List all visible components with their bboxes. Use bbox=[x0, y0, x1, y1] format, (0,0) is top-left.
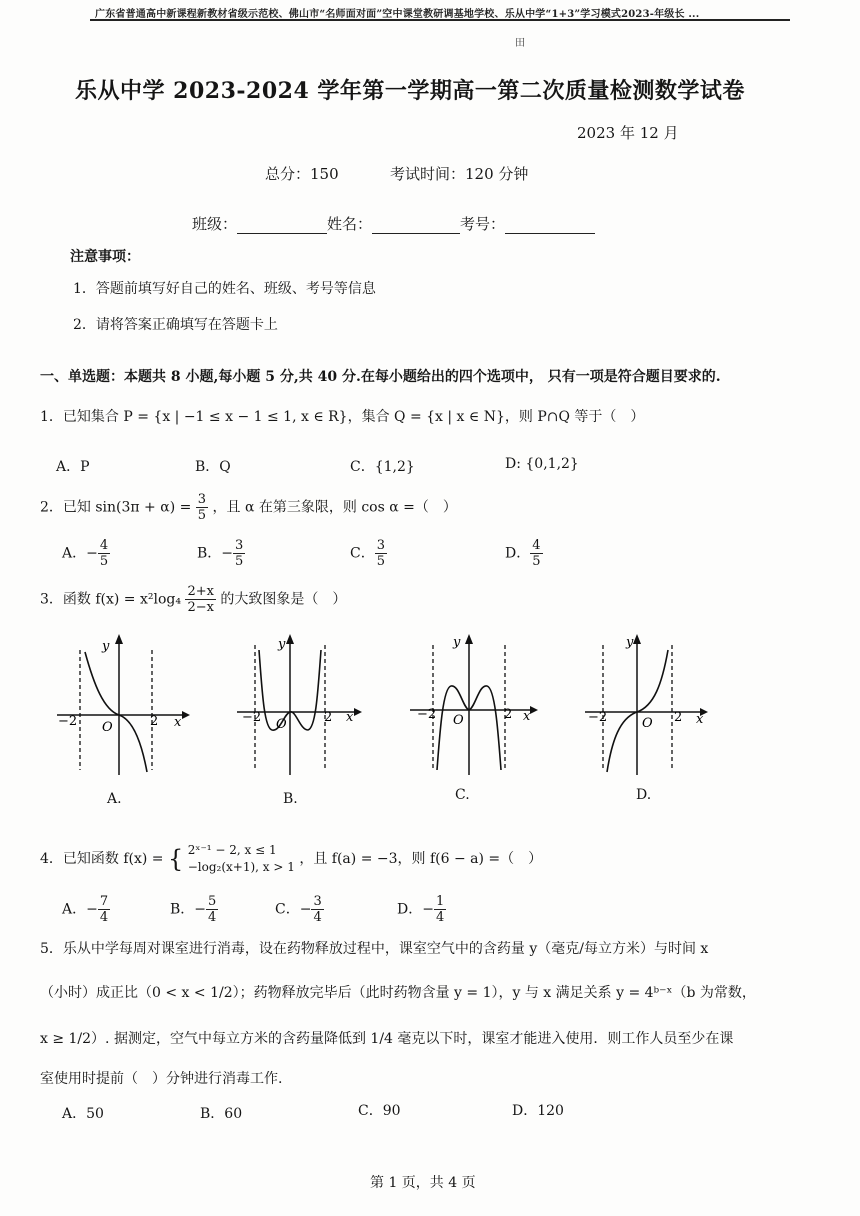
question-1-stem: 1．已知集合 P = {x | −1 ≤ x − 1 ≤ 1, x ∈ R}，集合 Q = {x | x ∈ N}，则 P∩Q 等于（ ） bbox=[40, 409, 645, 425]
svg-text:−2: −2 bbox=[417, 707, 437, 722]
id-label: 考号： bbox=[460, 215, 506, 233]
svg-text:x: x bbox=[696, 712, 704, 727]
q4-option-a[interactable]: A．− $\frac{7}{4}$ bbox=[62, 894, 109, 925]
q2-option-b[interactable]: B．− $\frac{3}{5}$ bbox=[197, 538, 244, 569]
question-5-line-2: （小时）成正比（0 < x < 1/2）；药物释放完毕后（此时药物含量 y = 1），y 与 x 满足关系 y = 4ᵇ⁻ˣ（b 为常数， bbox=[40, 985, 756, 1001]
page-footer: 第 1 页，共 4 页 bbox=[370, 1175, 476, 1191]
notice-item: 1．答题前填写好自己的姓名、班级、考号等信息 bbox=[73, 281, 376, 297]
q3-option-c-label: C. bbox=[455, 787, 470, 803]
svg-text:x: x bbox=[346, 710, 354, 725]
q2-stem-part: ，且 α 在第三象限，则 cos α =（ ） bbox=[212, 499, 457, 516]
total-score: 总分：150 bbox=[265, 165, 339, 183]
q3-graph-d[interactable] bbox=[580, 630, 730, 780]
svg-text:O: O bbox=[102, 720, 113, 735]
q1-option-b[interactable]: B．Q bbox=[195, 459, 231, 475]
svg-text:y: y bbox=[626, 635, 634, 650]
svg-text:−2: −2 bbox=[242, 710, 262, 725]
question-5-line-3: x ≥ 1/2）. 据测定，空气中每立方米的含药量降低到 1/4 毫克以下时，课室才能进入使用．则工作人员至少在课 bbox=[40, 1031, 734, 1047]
q5-option-d[interactable]: D．120 bbox=[512, 1103, 564, 1119]
svg-text:2: 2 bbox=[674, 710, 683, 725]
svg-text:x: x bbox=[523, 709, 531, 724]
svg-text:O: O bbox=[276, 717, 287, 732]
svg-text:O: O bbox=[642, 716, 653, 731]
brace-icon: { bbox=[168, 845, 184, 873]
question-3-stem bbox=[40, 584, 346, 615]
q4-option-d[interactable]: D．− $\frac{1}{4}$ bbox=[397, 894, 445, 925]
name-label: 姓名： bbox=[327, 215, 373, 233]
class-label: 班级： bbox=[192, 215, 238, 233]
notice-title: 注意事项： bbox=[70, 249, 140, 265]
question-2-stem bbox=[40, 492, 457, 523]
q5-option-c[interactable]: C．90 bbox=[358, 1103, 401, 1119]
svg-text:y: y bbox=[102, 639, 110, 654]
q2-den: 5 bbox=[197, 508, 207, 523]
exam-time: 考试时间：120 分钟 bbox=[390, 165, 529, 183]
class-field[interactable] bbox=[237, 218, 327, 234]
student-info bbox=[192, 213, 595, 234]
q3-option-d-label: D. bbox=[636, 787, 652, 803]
q4-stem-part: 4．已知函数 f(x) = bbox=[40, 851, 164, 867]
q2-fraction bbox=[196, 492, 208, 523]
q1-option-c[interactable]: C．{1,2} bbox=[350, 459, 415, 475]
q2-num: 3 bbox=[197, 492, 207, 507]
svg-text:2: 2 bbox=[324, 710, 333, 725]
q5-option-a[interactable]: A．50 bbox=[62, 1106, 104, 1122]
q3-graph-c[interactable] bbox=[405, 630, 555, 780]
svg-text:−2: −2 bbox=[58, 714, 78, 729]
id-field[interactable] bbox=[505, 218, 595, 234]
q3-graph-b[interactable] bbox=[232, 630, 382, 780]
q2-option-d[interactable]: D． $\frac{4}{5}$ bbox=[505, 538, 541, 569]
header-banner: 广东省普通高中新课程新教材省级示范校、佛山市“名师面对面”空中课堂教研调基地学校、乐从中学“1+3”学习模式2023-年级长 ... bbox=[95, 9, 700, 20]
question-4-stem bbox=[40, 842, 542, 876]
svg-text:x: x bbox=[174, 715, 182, 730]
name-field[interactable] bbox=[372, 218, 460, 234]
q1-option-d[interactable]: D: {0,1,2} bbox=[505, 456, 579, 472]
notice-item: 2．请将答案正确填写在答题卡上 bbox=[73, 317, 278, 333]
svg-text:−2: −2 bbox=[588, 710, 608, 725]
q3-option-b-label: B. bbox=[283, 791, 298, 807]
svg-text:y: y bbox=[453, 635, 461, 650]
section-heading: 一、单选题：本题共 8 小题,每小题 5 分,共 40 分.在每小题给出的四个选项中， 只有一项是符合题目要求的. bbox=[40, 369, 721, 385]
question-5-line-1: 5．乐从中学每周对课室进行消毒，设在药物释放过程中，课室空气中的含药量 y（毫克/每立方米）与时间 x bbox=[40, 941, 709, 957]
q3-stem-part: 的大致图象是（ ） bbox=[220, 591, 347, 608]
svg-text:2: 2 bbox=[150, 714, 159, 729]
question-5-line-4: 室使用时提前（ ）分钟进行消毒工作. bbox=[40, 1071, 283, 1087]
header-mark: 田 bbox=[515, 38, 525, 49]
svg-text:y: y bbox=[278, 637, 286, 652]
q1-option-a[interactable]: A．P bbox=[56, 459, 90, 475]
q4-piecewise: 2ˣ⁻¹ − 2, x ≤ 1 −log₂(x+1), x > 1 bbox=[187, 843, 295, 874]
q4-stem-part: ，且 f(a) = −3，则 f(6 − a) =（ ） bbox=[299, 851, 543, 867]
q4-option-b[interactable]: B．− $\frac{5}{4}$ bbox=[170, 894, 217, 925]
q3-graph-a[interactable] bbox=[52, 630, 202, 780]
q2-stem-part: 2．已知 sin(3π + α) = bbox=[40, 499, 192, 516]
q3-stem-part: 3．函数 f(x) = x²log₄ bbox=[40, 591, 181, 608]
page-title: 乐从中学 2023-2024 学年第一学期高一第二次质量检测数学试卷 bbox=[75, 78, 745, 104]
svg-text:O: O bbox=[453, 713, 464, 728]
q3-option-a-label: A. bbox=[107, 791, 122, 807]
q2-option-a[interactable]: A．− $\frac{4}{5}$ bbox=[62, 538, 109, 569]
svg-text:2: 2 bbox=[504, 707, 513, 722]
q2-option-c[interactable]: C． $\frac{3}{5}$ bbox=[350, 538, 385, 569]
exam-date: 2023 年 12 月 bbox=[577, 124, 679, 142]
q5-option-b[interactable]: B．60 bbox=[200, 1106, 243, 1122]
q4-option-c[interactable]: C．− $\frac{3}{4}$ bbox=[275, 894, 322, 925]
q3-fraction: $\frac{2+x}{2-x}$ bbox=[187, 584, 214, 615]
